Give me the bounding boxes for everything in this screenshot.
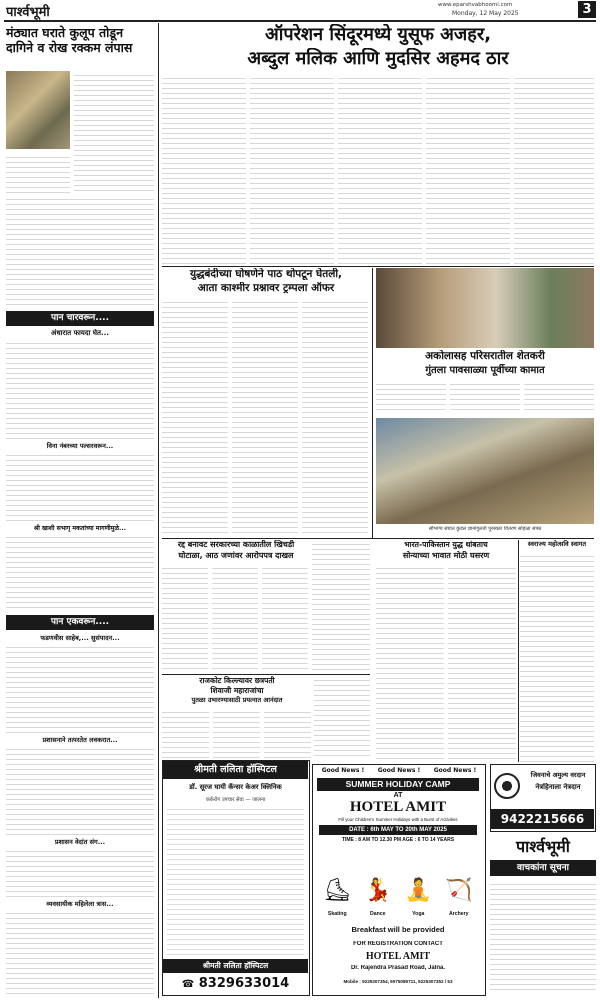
scam-body-side [312,540,370,672]
activity-yoga [400,871,436,917]
left-body-7 [6,745,154,835]
activity-skating [319,871,355,917]
rajkot-headline-line1: राजकोट किल्ल्यावर छत्रपती [199,676,275,685]
mid-rule [162,538,594,539]
rajkot-rule [162,674,370,675]
camp-mobile[interactable]: Mobile : 9225307354, 9075089711, 9225307352 / 53 [343,979,453,984]
sub-sabhagruh: श्री खाशी सभागृ मकतांच्या मागणीमुळे... [33,525,127,532]
camp-breakfast: Breakfast will be provided [351,925,445,934]
camp-hotel: HOTEL AMIT [349,799,447,815]
parshva-body [490,880,596,994]
story2-body [162,298,370,536]
ad-hospital[interactable] [162,760,310,996]
left-body-5 [6,533,154,611]
lead-headline-line1: ऑपरेशन सिंदूरमध्ये युसूफ अजहर, [264,24,492,45]
parshva-name: पार्श्वभूमी [516,837,570,856]
masthead [0,0,600,20]
left-body-3 [6,339,154,439]
rajkot-headline-line2: शिवाजी महाराजांचा [210,686,264,695]
parshva-sub: वाचकांना सूचना [490,860,596,876]
dance-icon: 💃 [364,878,392,903]
activity-skating-label: Skating [327,911,347,917]
rajkot-body [162,708,312,758]
gold-headline-line2: सोन्याच्या भावात मोठी घसरण [402,551,490,560]
farm-photo [376,268,594,348]
story2-divider [372,268,373,538]
activity-yoga-label: Yoga [412,911,425,917]
lead-bottom-rule [162,266,594,267]
strip-pan-char: पान चारवरून.... [6,311,154,326]
eye-title-line2: नेत्रहिनाला नेत्रदान [535,783,581,791]
masthead-date: Monday, 12 May 2025 [452,10,519,17]
left-body-2 [6,195,154,307]
scam-headline-line2: घोटाळा, आठ जणांवर आरोपपत्र दाखल [178,551,294,560]
strip-pan-ek: पान एकवरून.... [6,615,154,630]
sub-prashasan: प्रशासनाने तत्परतेत लवकरात... [42,736,118,744]
activity-row [317,845,479,917]
sub-vedant: प्रशासन वेदांत संग... [54,838,106,846]
camp-registration: FOR REGISTRATION CONTACT [353,941,443,947]
masthead-rule [4,20,596,22]
ad-hospital-body [167,805,304,955]
yoga-icon: 🧘 [404,878,432,903]
farm-headline-line1: अकोलासह परिसरातील शेतकरी [425,350,545,362]
gold-divider [518,540,519,762]
left-headline: मंठ्यात घराते कुलूप तोडून दागिने व रोख रक्कम लंपास [6,25,133,55]
camp-time: TIME : 8 AM TO 12.30 PM AGE : 6 TO 14 YEARS [341,837,455,843]
ad-hospital-line1: कर्करोग उपचार सेवा — जालना [205,797,266,803]
phone-icon: ☎ [181,979,195,990]
lead-body [162,74,594,264]
masthead-website[interactable]: www.eparshvabhoomi.com [438,2,513,8]
left-body-6 [6,643,154,733]
camp-tagline: Fill your Children's Summer Holidays with a Burst of Activities [338,817,458,822]
camp-dates: DATE : 6th MAY TO 20th MAY 2025 [319,825,477,835]
rajkot-body-side [314,676,370,758]
sub-mahila: व्यवसायीक महिलेला त्रास... [46,900,114,908]
scam-headline-line1: रद्द बनावट सरकारच्या काळातील खिचडी [177,540,295,549]
good-news-2: Good News ! [377,767,421,774]
camp-hotel-2: HOTEL AMIT [365,951,431,962]
activity-dance-label: Dance [369,911,386,917]
left-column-divider [158,23,159,998]
farm-headline-line2: गुंतला पावसाळ्या पूर्वीच्या कामात [425,365,545,376]
camp-at: AT [393,792,403,799]
scam-body [162,564,310,672]
left-body-8 [6,847,154,897]
skating-icon: ⛸ [323,878,352,903]
left-body-9 [6,909,154,995]
ad-summer-camp[interactable] [312,764,486,996]
good-news-3: Good News ! [433,767,477,774]
activity-archery [441,871,477,917]
gold-headline-line1: भारत-पाकिस्तान युद्ध थांबताच [404,540,488,549]
camp-address: Dr. Rajendra Prasad Road, Jalna. [350,965,446,971]
eye-icon [494,773,520,799]
masthead-name: पार्श्वभूमी [6,5,50,20]
ad-hospital-phone-number: 8329633014 [198,976,290,991]
farm-body [376,380,594,414]
activity-dance [360,871,396,917]
award-caption: सौभाग्य संघात कुंडल ज्ञानांगुलती पुरस्कार वितरण सोहळा संपन्न [428,526,542,532]
sub-andharat: अंधारात फायदा घेत... [51,329,109,337]
page-number: 3 [578,1,596,18]
sub-fadnavis: फडणवीस साहेब,... सुसंपादन... [40,634,120,642]
lead-headline-line2: अब्दुल मलिक आणि मुदसिर अहमद ठार [247,48,509,69]
theft-photo [6,71,70,149]
ad-hospital-doctor: डॉ. सूरज घायी कॅन्सर केअर क्लिनिक [189,783,282,791]
sub-pulsar: विना नंबरच्या पल्सरवरून... [46,442,114,450]
ad-hospital-phone[interactable] [165,975,306,993]
good-news-1: Good News ! [321,767,365,774]
swaraj-headline: स्वराज्य महोत्सवि स्वागत [527,540,587,548]
story2-headline-line2: आता काश्मीर प्रश्नावर ट्रम्पला ऑफर [197,282,335,294]
left-body-1 [74,71,154,193]
rajkot-headline-line3: पुतळा उभारण्यासाठी प्रयत्नात आनंदात [191,696,283,704]
award-photo [376,418,594,524]
left-column [4,23,156,998]
ad-hospital-footer: श्रीमती ललिता हॉस्पिटल [163,959,308,973]
ad-eye-donation[interactable] [490,764,596,832]
swaraj-body [520,552,594,762]
story2-headline-line1: युद्धबंदीच्या घोषणेने पाठ थोपटून घेतली, [189,268,343,280]
eye-phone[interactable]: 9422215666 [491,809,594,829]
good-news-row [315,767,483,777]
gold-body [376,564,516,762]
eye-title-line1: जिवनाचे अमुल्य वरदान [530,771,586,779]
activity-archery-label: Archery [448,911,469,917]
camp-title: SUMMER HOLIDAY CAMP [317,778,479,791]
left-body-1b [6,153,70,193]
ad-hospital-title: श्रीमती ललिता हॉस्पिटल [163,761,308,779]
archery-icon: 🏹 [445,878,473,903]
ad-parshva-notice [490,836,596,996]
left-body-4 [6,451,154,521]
